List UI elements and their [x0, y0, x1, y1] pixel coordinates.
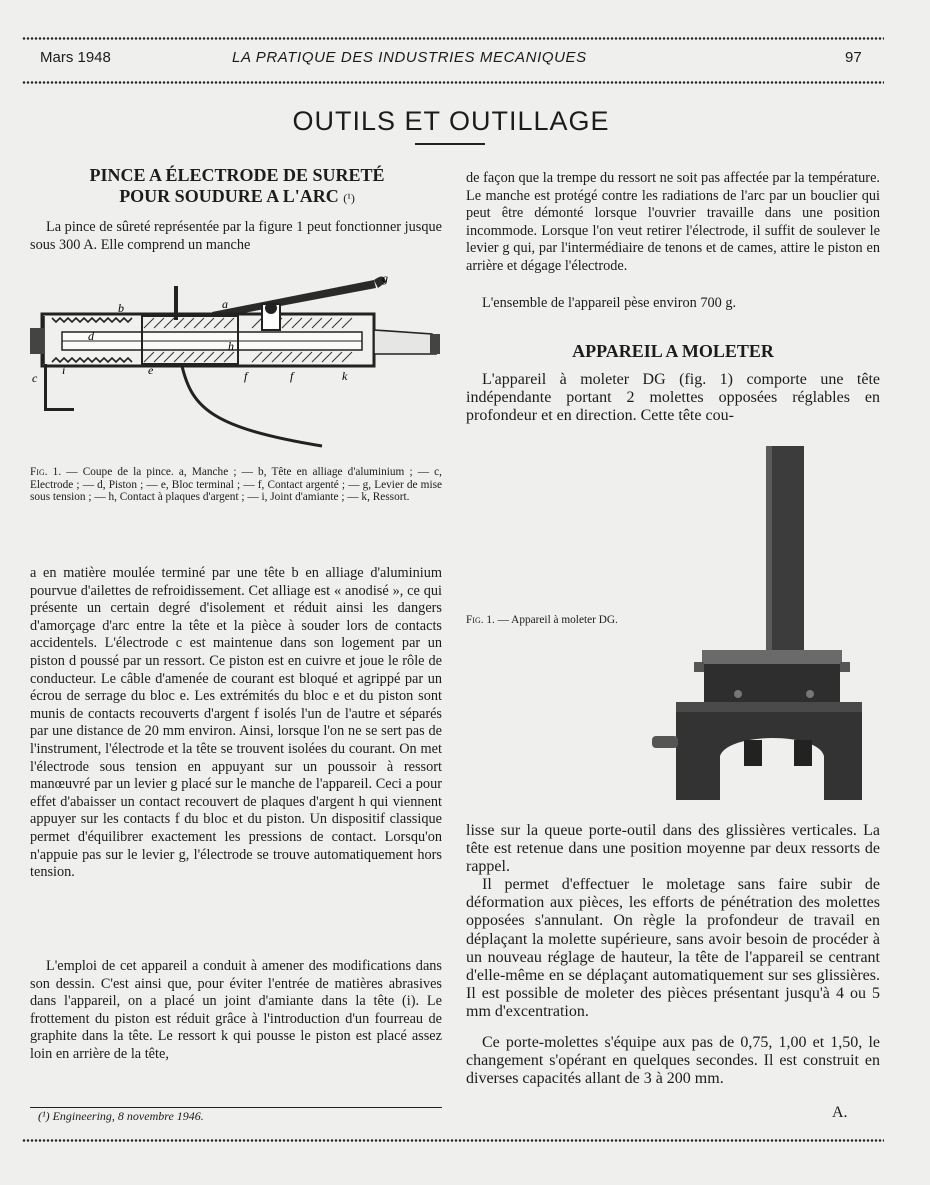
article1-title-line2	[30, 186, 444, 209]
article1-continuation: de façon que la trempe du ressort ne soit pas affectée par la température. Le manche est protégé contre les radiations de l'arc par un bouclier qui peut être démonté lorsque l'ouvrier travaille dans une position incommode. Lorsque l'on veut retirer l'électrode, il suffit de soulever le levier g qui, par l'intermédiaire de tenons et de cames, attire le piston en arrière et dégage l'électrode.	[466, 170, 880, 274]
figure2-caption-label: Fig. 1.	[466, 614, 495, 626]
label-i: i	[62, 363, 66, 377]
article1-title	[30, 165, 444, 209]
footnote: (¹) Engineering, 8 novembre 1946.	[38, 1109, 204, 1123]
article2-intro: L'appareil à moleter DG (fig. 1) comporte une tête indépendante portant 2 molettes opposées réglables en profondeur et en direction. Cette tête cou-	[466, 371, 880, 425]
label-k: k	[342, 369, 348, 383]
label-f: f	[244, 369, 248, 383]
label-d: d	[88, 329, 94, 343]
figure1-caption-label: Fig. 1.	[30, 466, 62, 478]
article2-title: APPAREIL A MOLETER	[572, 341, 774, 361]
figure1-caption-text: — Coupe de la pince. a, Manche ; — b, Tête en alliage d'aluminium ; — c, Electrode ; — d, Piston ; — e, Bloc terminal ; — f, Contact argenté ; — g, Levier de mise sous tension ; — h, Contact à plaques d'argent ; — i, Joint d'amiante ; — k, Ressort.	[30, 466, 442, 504]
label-h: h	[228, 339, 234, 353]
header-bottom-dotted-rule	[22, 80, 884, 85]
section-title-rule	[415, 143, 485, 145]
figure2-caption-text: — Appareil à moleter DG.	[494, 614, 618, 626]
header-date: Mars 1948	[40, 49, 111, 66]
article2-signature: A.	[832, 1104, 848, 1121]
footer-dotted-rule	[22, 1138, 884, 1143]
article2-paragraph2: Il permet d'effectuer le moletage sans faire subir de déformation aux pièces, les efforts de pénétration des molettes opposées s'annulant. On règle la profondeur de travail en déplaçant la molette supérieure, sans avoir besoin de procéder à un nouveau réglage de hauteur, la tête de l'appareil se centrant d'elle-même en se déplaçant automatiquement sur ses glissières. Il est possible de moleter des pièces présentant jusqu'à 4 ou 5 mm d'excentration.	[466, 876, 880, 1021]
header-top-dotted-rule	[22, 36, 884, 41]
label-g: g	[382, 271, 388, 285]
article1-paragraph2: L'emploi de cet appareil a conduit à amener des modifications dans son dessin. C'est ainsi que, pour éviter l'entrée de matières abrasives dans l'appareil, on a placé un joint d'amiante dans la tête (i). Le frottement du piston est réduit grâce à l'introduction d'un fourreau de graphite dans la tête. Le ressort k qui pousse le piston est placé assez loin en arrière de la tête,	[30, 958, 442, 1062]
article1-paragraph1: a en matière moulée terminé par une tête b en alliage d'aluminium pourvue d'ailettes de refroidissement. Cet alliage est « anodisé », ce qui présente un certain degré d'isolement et réduit ainsi les dangers d'amorçage d'arc entre la tête et la pièce à souder lors de contacts accidentels. L'électrode c est maintenue dans son logement par un piston d poussé par un ressort. Ce piston est en cuivre et joue le rôle de conducteur. Le câble d'amenée de courant est bloqué et agrippé par un écrou de serrage du bloc e. Les extrémités du bloc e et du piston sont munis de contacts recouverts d'argent f isolés l'un de l'autre et séparés par une distance de 20 mm environ. Ainsi, lorsque l'on ne se sert pas de l'instrument, l'électrode et la tête se trouvent isolées du courant. On met l'électrode sous tension en appuyant sur un poussoir à ressort manœuvré par un levier g placé sur le manche de l'appareil. Ceci a pour effet d'abaisser un contact recouvert de plaques d'argent h qui viennent appuyer sur les contacts f du bloc et du piston. Un dispositif classique permet d'équilibrer exactement les pressions de contact. Lorsqu'on n'appuie pas sur le levier g, l'électrode se trouve automatiquement hors tension.	[30, 565, 442, 881]
footnote-rule	[30, 1107, 442, 1108]
article1-footnote-mark: (¹)	[343, 191, 355, 205]
label-e: e	[148, 363, 154, 377]
label-f-second: f	[290, 369, 294, 383]
header-journal: LA PRATIQUE DES INDUSTRIES MECANIQUES	[232, 49, 587, 66]
article1-title-line2-text: POUR SOUDURE A L'ARC	[119, 186, 339, 206]
article1-intro: La pince de sûreté représentée par la figure 1 peut fonctionner jusque sous 300 A. Elle comprend un manche	[30, 219, 442, 253]
article1-title-line1: PINCE A ÉLECTRODE DE SURETÉ	[89, 165, 385, 185]
article1-weight: L'ensemble de l'appareil pèse environ 700 g.	[482, 295, 737, 311]
label-a: a	[222, 297, 228, 311]
label-b: b	[118, 301, 124, 315]
label-c: c	[32, 371, 38, 385]
figure2-caption	[466, 614, 632, 627]
electrode-holder-cutaway-figure	[22, 268, 446, 458]
knurling-tool-photo	[648, 440, 868, 810]
header-page-number: 97	[845, 49, 862, 66]
article2-paragraph3: Ce porte-molettes s'équipe aux pas de 0,75, 1,00 et 1,50, le changement s'opérant en quelques secondes. Il est construit en diverses capacités allant de 3 à 200 mm.	[466, 1034, 880, 1088]
figure1-caption	[30, 466, 442, 504]
section-title: OUTILS ET OUTILLAGE	[292, 106, 610, 136]
article2-paragraph1: lisse sur la queue porte-outil dans des glissières verticales. La tête est retenue dans une position moyenne par deux ressorts de rappel.	[466, 822, 880, 876]
